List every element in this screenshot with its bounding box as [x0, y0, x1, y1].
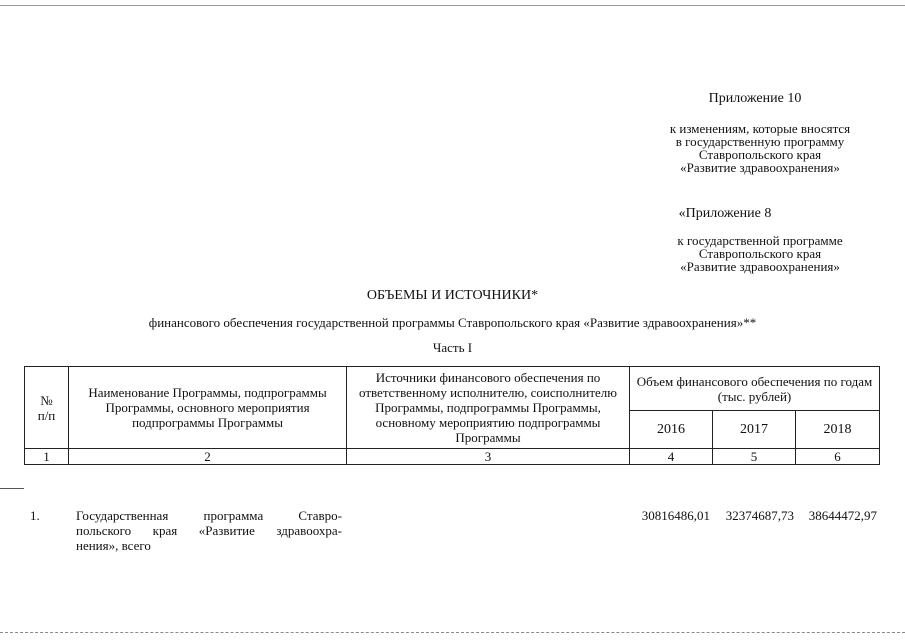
annex-line: Ставропольского края [698, 147, 822, 162]
header-year-2018: 2018 [796, 411, 880, 449]
annex-title-text: Приложение 10 [708, 91, 802, 106]
document-title [0, 289, 905, 302]
financing-table [24, 366, 880, 465]
column-number: 6 [796, 449, 880, 465]
row-name-line: нения», всего [76, 538, 151, 553]
annex-line: в государственную программу [675, 134, 845, 149]
header-year-2016: 2016 [630, 411, 713, 449]
header-year-2017: 2017 [713, 411, 796, 449]
header-name: Наименование Программы, подпрограммы Программы, основного мероприятия подпрограммы Программы [69, 367, 347, 449]
original-annex-line: к государственной программе [677, 233, 843, 248]
row-name-line: польского края «Развитие здравоохра- [76, 523, 342, 538]
column-number: 2 [69, 449, 347, 465]
document-part-text: Часть I [432, 340, 473, 355]
header-volume: Объем финансового обеспечения по годам (тыс. рублей) [630, 367, 880, 411]
column-number: 3 [347, 449, 630, 465]
document-title-text: ОБЪЕМЫ И ИСТОЧНИКИ* [366, 288, 539, 303]
column-number-row [25, 449, 880, 465]
column-number: 5 [713, 449, 796, 465]
original-annex-line: Ставропольского края [698, 246, 822, 261]
row-value-2016: 30816486,01 [641, 508, 710, 523]
header-num [25, 367, 69, 449]
row-name-line: Государственная программа Ставро- [76, 508, 342, 523]
document-part [0, 341, 905, 354]
original-annex-line: «Развитие здравоохранения» [680, 259, 840, 274]
column-number: 1 [25, 449, 69, 465]
original-annex-description [640, 234, 880, 273]
scan-edge-top [0, 5, 905, 6]
scan-edge-bottom [0, 632, 905, 633]
column-number: 4 [630, 449, 713, 465]
row-value-2018: 38644472,97 [808, 508, 877, 523]
original-annex-title-text: «Приложение 8 [678, 206, 772, 221]
annex-line: к изменениям, которые вносятся [669, 121, 851, 136]
annex-description [640, 122, 880, 174]
scan-edge-left [0, 488, 24, 489]
document-subtitle [0, 316, 905, 329]
annex-title [650, 92, 860, 105]
row-number: 1. [30, 508, 40, 523]
row-value-2017: 32374687,73 [725, 508, 794, 523]
header-num-label: п/п [37, 407, 56, 423]
annex-line: «Развитие здравоохранения» [680, 160, 840, 175]
header-num-symbol: № [40, 392, 53, 408]
original-annex-title [650, 207, 800, 220]
row-name [76, 508, 342, 553]
header-source: Источники финансового обеспечения по ответственному исполнителю, соисполнителю Программы, подпрограммы Программы, основному мероприятию подпрограммы Программы [347, 367, 630, 449]
document-subtitle-text: финансового обеспечения государственной программы Ставропольского края «Развитие здравоохранения»** [148, 315, 757, 330]
